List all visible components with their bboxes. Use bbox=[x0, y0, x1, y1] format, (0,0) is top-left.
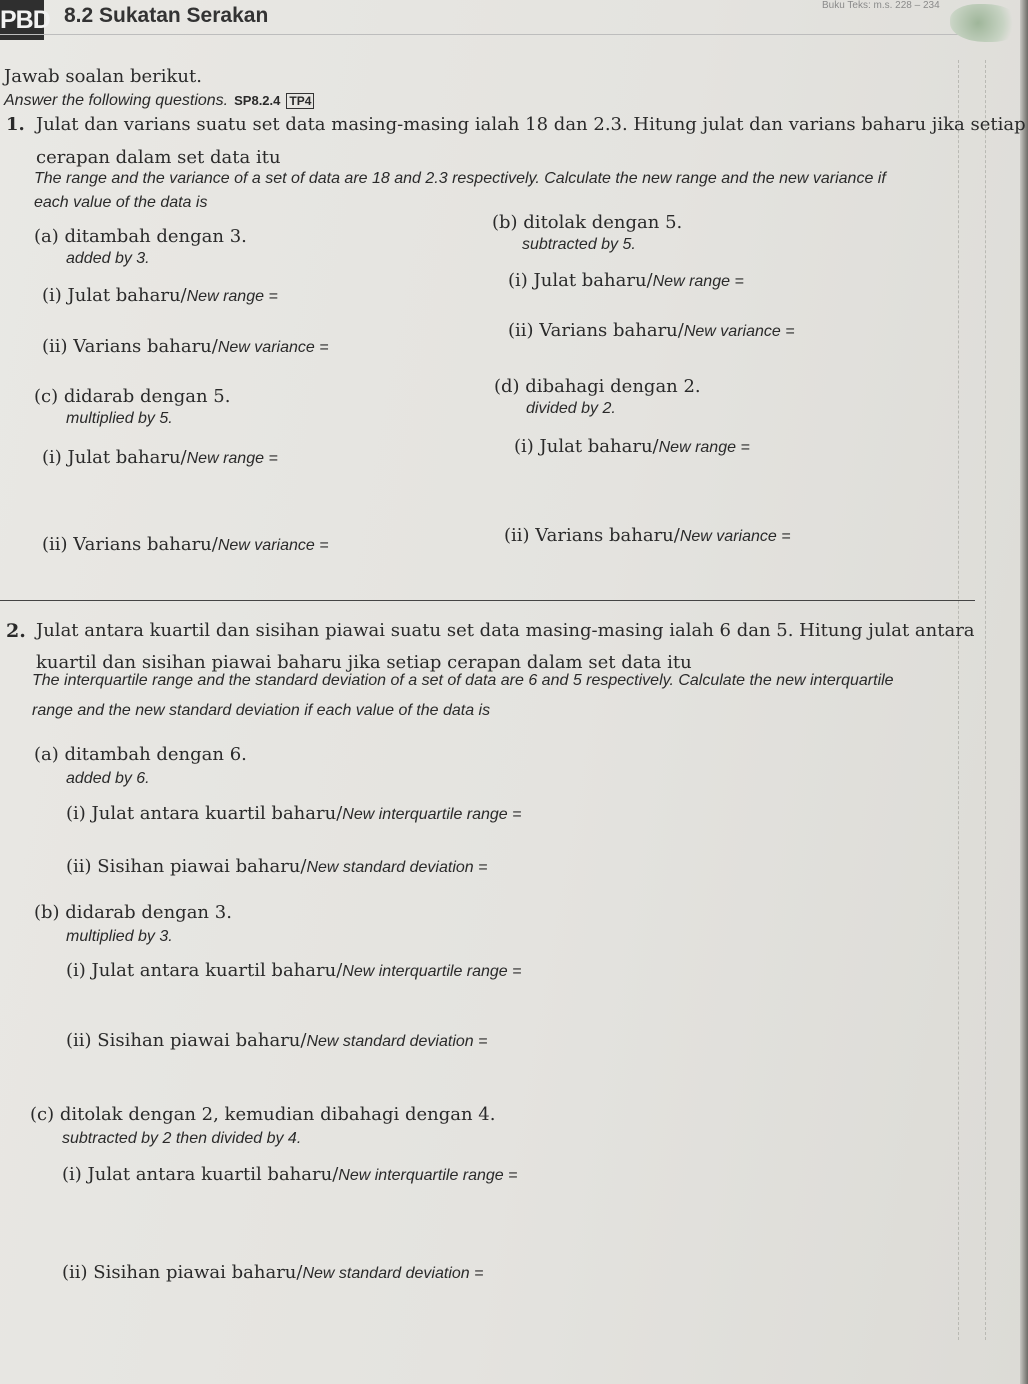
q1a-ii bbox=[42, 336, 329, 357]
q2a-i-label: (i) Julat antara kuartil baharu/ bbox=[66, 803, 343, 824]
tp-tag: TP4 bbox=[286, 93, 314, 109]
q2c-english: subtracted by 2 then divided by 4. bbox=[62, 1130, 302, 1147]
q2b-malay: (b) didarab dengan 3. bbox=[34, 902, 232, 923]
q2-malay-line1: Julat antara kuartil dan sisihan piawai suatu set data masing-masing ialah 6 dan 5. Hitung julat antara bbox=[36, 620, 975, 641]
q1b-i-label: (i) Julat baharu/ bbox=[508, 270, 653, 291]
q1a-i bbox=[42, 285, 278, 306]
instruction-english-text: Answer the following questions. bbox=[4, 92, 229, 109]
q1d-i-label: (i) Julat baharu/ bbox=[514, 436, 659, 457]
q1b-i-english: New range = bbox=[652, 273, 744, 290]
q1c-i-english: New range = bbox=[186, 450, 278, 467]
header-rule bbox=[0, 34, 960, 35]
q2c-i-english: New interquartile range = bbox=[338, 1167, 518, 1184]
sp-code: SP8.2.4 bbox=[234, 93, 281, 108]
q1a-i-english: New range = bbox=[186, 288, 278, 305]
q1d-english: divided by 2. bbox=[526, 400, 616, 417]
q1a-english: added by 3. bbox=[66, 250, 150, 267]
q1b-i bbox=[508, 270, 744, 291]
q2b-i bbox=[66, 960, 522, 981]
q2-english-line2: range and the new standard deviation if each value of the data is bbox=[32, 702, 491, 719]
q1d-ii-english: New variance = bbox=[679, 528, 791, 545]
q1d-i-english: New range = bbox=[658, 439, 750, 456]
margin-dash-line bbox=[985, 60, 986, 1340]
q2a-i bbox=[66, 803, 522, 824]
q2a-ii bbox=[66, 856, 487, 877]
q2b-ii-english: New standard deviation = bbox=[306, 1033, 488, 1050]
q1d-malay: (d) dibahagi dengan 2. bbox=[494, 376, 701, 397]
q1a-i-label: (i) Julat baharu/ bbox=[42, 285, 187, 306]
q2a-english: added by 6. bbox=[66, 770, 150, 787]
q2c-ii-label: (ii) Sisihan piawai baharu/ bbox=[62, 1262, 303, 1283]
q1-malay-line1: Julat dan varians suatu set data masing-masing ialah 18 dan 2.3. Hitung julat dan varians baharu jika setiap bbox=[36, 114, 1026, 135]
q2c-ii bbox=[62, 1262, 483, 1283]
q1-number: 1. bbox=[6, 114, 25, 135]
instruction-english bbox=[4, 92, 314, 110]
page-edge-shadow bbox=[1020, 0, 1028, 1384]
q1-english-line1: The range and the variance of a set of data are 18 and 2.3 respectively. Calculate the new range and the new variance if bbox=[34, 170, 886, 187]
q2c-malay: (c) ditolak dengan 2, kemudian dibahagi dengan 4. bbox=[30, 1104, 496, 1125]
q1a-ii-label: (ii) Varians baharu/ bbox=[42, 336, 218, 357]
q1b-ii-english: New variance = bbox=[683, 323, 795, 340]
instruction-malay: Jawab soalan berikut. bbox=[4, 66, 202, 87]
q2a-ii-english: New standard deviation = bbox=[306, 859, 488, 876]
q2a-ii-label: (ii) Sisihan piawai baharu/ bbox=[66, 856, 307, 877]
q1b-ii bbox=[508, 320, 795, 341]
q2-number: 2. bbox=[6, 620, 26, 642]
q2b-i-label: (i) Julat antara kuartil baharu/ bbox=[66, 960, 343, 981]
q2a-malay: (a) ditambah dengan 6. bbox=[34, 744, 247, 765]
q2a-i-english: New interquartile range = bbox=[342, 806, 522, 823]
q2-malay-line2: kuartil dan sisihan piawai baharu jika setiap cerapan dalam set data itu bbox=[36, 652, 692, 673]
q2b-ii-label: (ii) Sisihan piawai baharu/ bbox=[66, 1030, 307, 1051]
q1-malay-line2: cerapan dalam set data itu bbox=[36, 147, 281, 168]
q1d-i bbox=[514, 436, 750, 457]
q1a-ii-english: New variance = bbox=[217, 339, 329, 356]
q1b-english: subtracted by 5. bbox=[522, 236, 636, 253]
margin-dash-line bbox=[958, 60, 959, 1340]
q1c-i-label: (i) Julat baharu/ bbox=[42, 447, 187, 468]
q1b-malay: (b) ditolak dengan 5. bbox=[492, 212, 683, 233]
q2b-ii bbox=[66, 1030, 487, 1051]
q1d-ii bbox=[504, 525, 791, 546]
q2c-i-label: (i) Julat antara kuartil baharu/ bbox=[62, 1164, 339, 1185]
q1a-malay: (a) ditambah dengan 3. bbox=[34, 226, 247, 247]
section-title: 8.2 Sukatan Serakan bbox=[64, 4, 269, 27]
q1c-ii bbox=[42, 534, 329, 555]
q1c-i bbox=[42, 447, 278, 468]
q2-english-line1: The interquartile range and the standard deviation of a set of data are 6 and 5 respectively. Calculate the new interquartile bbox=[32, 672, 894, 689]
q2c-i bbox=[62, 1164, 518, 1185]
q1c-english: multiplied by 5. bbox=[66, 410, 173, 427]
q1d-ii-label: (ii) Varians baharu/ bbox=[504, 525, 680, 546]
corner-decoration bbox=[950, 4, 1020, 42]
question-divider bbox=[0, 600, 975, 601]
q1b-ii-label: (ii) Varians baharu/ bbox=[508, 320, 684, 341]
book-reference: Buku Teks: m.s. 228 – 234 bbox=[822, 0, 940, 11]
q1c-malay: (c) didarab dengan 5. bbox=[34, 386, 231, 407]
q1c-ii-label: (ii) Varians baharu/ bbox=[42, 534, 218, 555]
q2b-i-english: New interquartile range = bbox=[342, 963, 522, 980]
q1c-ii-english: New variance = bbox=[217, 537, 329, 554]
q2c-ii-english: New standard deviation = bbox=[302, 1265, 484, 1282]
pbd-badge: PBD bbox=[0, 0, 44, 40]
q1-english-line2: each value of the data is bbox=[34, 194, 208, 211]
q2b-english: multiplied by 3. bbox=[66, 928, 173, 945]
